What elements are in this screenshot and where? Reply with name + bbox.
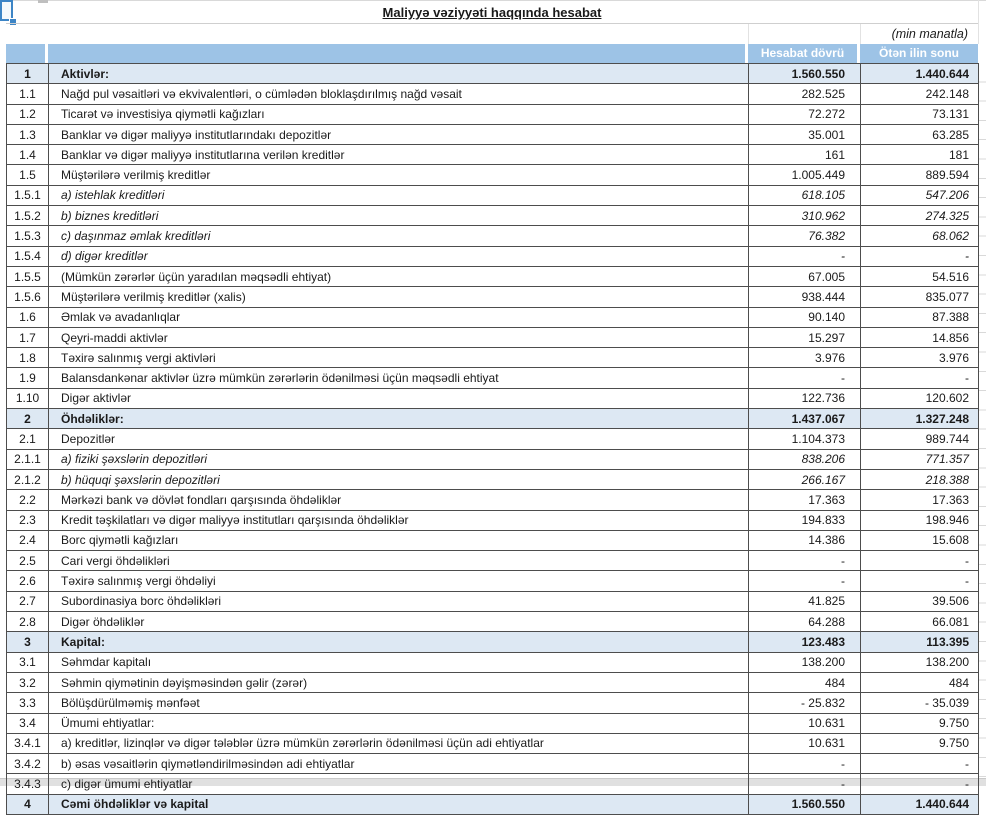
table-row <box>7 409 979 429</box>
cell-label[interactable]: a) istehlak kreditləri <box>49 185 749 205</box>
cell-label[interactable]: Əmlak və avadanlıqlar <box>49 307 749 327</box>
cell-current[interactable]: - 25.832 <box>749 693 861 713</box>
table-row <box>7 632 979 652</box>
header-cell-number[interactable] <box>6 44 48 63</box>
cell-label[interactable]: Təxirə salınmış vergi öhdəliyi <box>49 571 749 591</box>
cell-current[interactable]: 1.104.373 <box>749 429 861 449</box>
cell-previous[interactable]: - <box>861 246 979 266</box>
cell-previous[interactable]: 242.148 <box>861 84 979 104</box>
cell-label[interactable]: Banklar və digər maliyyə institutlarına verilən kreditlər <box>49 145 749 165</box>
cell-current[interactable]: 64.288 <box>749 612 861 632</box>
cell-previous[interactable]: - <box>861 774 979 794</box>
cell-row-number[interactable]: 3.4 <box>7 713 49 733</box>
cell-label[interactable]: Mərkəzi bank və dövlət fondları qarşısında öhdəliklər <box>49 490 749 510</box>
cell-previous[interactable]: - <box>861 551 979 571</box>
cell-current[interactable]: 938.444 <box>749 287 861 307</box>
cell-row-number[interactable]: 1.5 <box>7 165 49 185</box>
cell-row-number[interactable]: 2.7 <box>7 591 49 611</box>
cell-row-number[interactable]: 3.4.1 <box>7 733 49 753</box>
cell-label[interactable]: Səhmin qiymətinin dəyişməsindən gəlir (zərər) <box>49 672 749 692</box>
cell-row-number[interactable]: 2.1 <box>7 429 49 449</box>
cell-previous[interactable]: 1.440.644 <box>861 794 979 814</box>
cell-previous[interactable]: 39.506 <box>861 591 979 611</box>
cell-label[interactable]: Səhmdar kapitalı <box>49 652 749 672</box>
cell-current[interactable]: 17.363 <box>749 490 861 510</box>
cell-previous[interactable]: 9.750 <box>861 713 979 733</box>
cell-row-number[interactable]: 1.5.6 <box>7 287 49 307</box>
cell-previous[interactable]: - <box>861 368 979 388</box>
cell-current[interactable]: 1.560.550 <box>749 794 861 814</box>
table-row <box>7 327 979 347</box>
cell-previous[interactable]: 274.325 <box>861 206 979 226</box>
table-row <box>7 733 979 753</box>
cell-previous[interactable]: 113.395 <box>861 632 979 652</box>
cell-current[interactable]: 484 <box>749 672 861 692</box>
table-row <box>7 794 979 814</box>
table-row <box>7 490 979 510</box>
table-row <box>7 754 979 774</box>
table-row <box>7 124 979 144</box>
cell-row-number[interactable]: 1.5.4 <box>7 246 49 266</box>
table-row <box>7 368 979 388</box>
cell-current[interactable]: 1.437.067 <box>749 409 861 429</box>
cell-current[interactable]: 10.631 <box>749 713 861 733</box>
cell-row-number[interactable]: 1.10 <box>7 388 49 408</box>
cell-row-number[interactable]: 2.3 <box>7 510 49 530</box>
cell-label[interactable]: Öhdəliklər: <box>49 409 749 429</box>
cell-current[interactable]: 266.167 <box>749 469 861 489</box>
cell-current[interactable]: 35.001 <box>749 124 861 144</box>
right-column-gridline <box>978 0 979 44</box>
cell-current[interactable]: 1.005.449 <box>749 165 861 185</box>
cell-label[interactable]: Qeyri-maddi aktivlər <box>49 327 749 347</box>
cell-row-number[interactable]: 2.5 <box>7 551 49 571</box>
cell-current[interactable]: 310.962 <box>749 206 861 226</box>
cell-previous[interactable]: 989.744 <box>861 429 979 449</box>
table-row <box>7 672 979 692</box>
cell-current[interactable]: 838.206 <box>749 449 861 469</box>
table-row <box>7 104 979 124</box>
table-header-row <box>6 44 978 63</box>
cell-label[interactable]: Təxirə salınmış vergi aktivləri <box>49 348 749 368</box>
header-cell-previous-period[interactable]: Ötən ilin sonu <box>860 44 978 63</box>
cell-previous[interactable]: 66.081 <box>861 612 979 632</box>
cell-label[interactable]: Kapital: <box>49 632 749 652</box>
cell-current[interactable]: 194.833 <box>749 510 861 530</box>
table-row <box>7 185 979 205</box>
cell-label[interactable]: Aktivlər: <box>49 64 749 84</box>
table-body <box>7 64 979 815</box>
cell-previous[interactable]: - 35.039 <box>861 693 979 713</box>
cell-previous[interactable]: 771.357 <box>861 449 979 469</box>
cell-current[interactable]: 618.105 <box>749 185 861 205</box>
cell-previous[interactable]: - <box>861 571 979 591</box>
table-row <box>7 510 979 530</box>
cell-row-number[interactable]: 1.8 <box>7 348 49 368</box>
cell-previous[interactable]: 1.327.248 <box>861 409 979 429</box>
cell-label[interactable]: Kredit təşkilatları və digər maliyyə institutları qarşısında öhdəliklər <box>49 510 749 530</box>
cell-row-number[interactable]: 3.1 <box>7 652 49 672</box>
cell-row-number[interactable]: 2.1.2 <box>7 469 49 489</box>
table-row <box>7 226 979 246</box>
cell-label[interactable]: Cəmi öhdəliklər və kapital <box>49 794 749 814</box>
cell-label[interactable]: b) əsas vəsaitlərin qiymətləndirilməsindən adi ehtiyatlar <box>49 754 749 774</box>
cell-row-number[interactable]: 3.4.3 <box>7 774 49 794</box>
cell-previous[interactable]: 138.200 <box>861 652 979 672</box>
cell-current[interactable]: 3.976 <box>749 348 861 368</box>
cell-label[interactable]: Banklar və digər maliyyə institutlarındakı depozitlər <box>49 124 749 144</box>
cell-previous[interactable]: 63.285 <box>861 124 979 144</box>
cell-current[interactable]: - <box>749 246 861 266</box>
cell-row-number[interactable]: 1.5.1 <box>7 185 49 205</box>
cell-label[interactable]: Nağd pul vəsaitləri və ekvivalentləri, o cümlədən bloklaşdırılmış nağd vəsait <box>49 84 749 104</box>
cell-row-number[interactable]: 1.1 <box>7 84 49 104</box>
cell-current[interactable]: 72.272 <box>749 104 861 124</box>
cell-current[interactable]: 15.297 <box>749 327 861 347</box>
table-row <box>7 84 979 104</box>
cell-label[interactable]: a) kreditlər, lizinqlər və digər tələblər üzrə mümkün zərərlərin ödənilməsi üçün adi ehtiyatlar <box>49 733 749 753</box>
cell-current[interactable]: 282.525 <box>749 84 861 104</box>
cell-label[interactable]: b) hüquqi şəxslərin depozitləri <box>49 469 749 489</box>
cell-label[interactable]: b) biznes kreditləri <box>49 206 749 226</box>
table-row <box>7 551 979 571</box>
cell-current[interactable]: 41.825 <box>749 591 861 611</box>
cell-previous[interactable]: 17.363 <box>861 490 979 510</box>
cell-label[interactable]: Digər öhdəliklər <box>49 612 749 632</box>
table-row <box>7 287 979 307</box>
cell-current[interactable]: - <box>749 774 861 794</box>
cell-row-number[interactable]: 1 <box>7 64 49 84</box>
table-row <box>7 145 979 165</box>
cell-row-number[interactable]: 1.7 <box>7 327 49 347</box>
cell-row-number[interactable]: 3.4.2 <box>7 754 49 774</box>
cell-row-number[interactable]: 3.2 <box>7 672 49 692</box>
right-sheet-strip <box>979 63 986 778</box>
table-row <box>7 693 979 713</box>
cell-label[interactable]: Depozitlər <box>49 429 749 449</box>
financial-statement-table <box>6 63 979 815</box>
table-row <box>7 429 979 449</box>
cell-row-number[interactable]: 1.5.5 <box>7 266 49 286</box>
table-row <box>7 612 979 632</box>
cell-previous[interactable]: 54.516 <box>861 266 979 286</box>
table-row <box>7 591 979 611</box>
cell-current[interactable]: 123.483 <box>749 632 861 652</box>
cell-current[interactable]: 1.560.550 <box>749 64 861 84</box>
cell-row-number[interactable]: 1.3 <box>7 124 49 144</box>
cell-label[interactable]: c) daşınmaz əmlak kreditləri <box>49 226 749 246</box>
cell-row-number[interactable]: 2.6 <box>7 571 49 591</box>
cell-row-number[interactable]: 3.3 <box>7 693 49 713</box>
table-row <box>7 348 979 368</box>
cell-current[interactable]: - <box>749 754 861 774</box>
header-cell-current-period[interactable]: Hesabat dövrü <box>748 44 860 63</box>
cell-row-number[interactable]: 1.9 <box>7 368 49 388</box>
cell-previous[interactable]: 218.388 <box>861 469 979 489</box>
cell-label[interactable]: d) digər kreditlər <box>49 246 749 266</box>
cell-current[interactable]: 138.200 <box>749 652 861 672</box>
cell-previous[interactable]: 120.602 <box>861 388 979 408</box>
cell-current[interactable]: 14.386 <box>749 530 861 550</box>
table-row <box>7 652 979 672</box>
cell-label[interactable]: Digər aktivlər <box>49 388 749 408</box>
cell-row-number[interactable]: 2.4 <box>7 530 49 550</box>
table-row <box>7 246 979 266</box>
table-row <box>7 206 979 226</box>
table-row <box>7 713 979 733</box>
cell-previous[interactable]: 889.594 <box>861 165 979 185</box>
cell-row-number[interactable]: 1.4 <box>7 145 49 165</box>
table-row <box>7 165 979 185</box>
cell-previous[interactable]: - <box>861 754 979 774</box>
cell-row-number[interactable]: 2.2 <box>7 490 49 510</box>
top-gridline <box>0 0 986 1</box>
cell-label[interactable]: Müştərilərə verilmiş kreditlər <box>49 165 749 185</box>
cell-label[interactable]: Cari vergi öhdəlikləri <box>49 551 749 571</box>
table-row <box>7 266 979 286</box>
cell-current[interactable]: 67.005 <box>749 266 861 286</box>
report-title-row[interactable] <box>6 2 978 24</box>
table-row <box>7 64 979 84</box>
table-row <box>7 571 979 591</box>
unit-note: (min manatla) <box>891 27 968 41</box>
cell-previous[interactable]: 198.946 <box>861 510 979 530</box>
cell-previous[interactable]: 73.131 <box>861 104 979 124</box>
cell-row-number[interactable]: 1.6 <box>7 307 49 327</box>
table-row <box>7 449 979 469</box>
cell-row-number[interactable]: 2.1.1 <box>7 449 49 469</box>
cell-label[interactable]: Subordinasiya borc öhdəlikləri <box>49 591 749 611</box>
cell-current[interactable]: 161 <box>749 145 861 165</box>
cell-label[interactable]: Ticarət və investisiya qiymətli kağızları <box>49 104 749 124</box>
cell-row-number[interactable]: 3 <box>7 632 49 652</box>
cell-current[interactable]: - <box>749 368 861 388</box>
report-title: Maliyyə vəziyyəti haqqında hesabat <box>382 5 602 20</box>
cell-current[interactable]: 10.631 <box>749 733 861 753</box>
cell-label[interactable]: Müştərilərə verilmiş kreditlər (xalis) <box>49 287 749 307</box>
cell-previous[interactable]: 835.077 <box>861 287 979 307</box>
table-row <box>7 774 979 794</box>
cell-label[interactable]: (Mümkün zərərlər üçün yaradılan məqsədli ehtiyat) <box>49 266 749 286</box>
cell-label[interactable]: Ümumi ehtiyatlar: <box>49 713 749 733</box>
cell-previous[interactable]: 547.206 <box>861 185 979 205</box>
table-row <box>7 307 979 327</box>
cell-row-number[interactable]: 2.8 <box>7 612 49 632</box>
cell-current[interactable]: 76.382 <box>749 226 861 246</box>
cell-current[interactable]: 90.140 <box>749 307 861 327</box>
cell-row-number[interactable]: 1.5.2 <box>7 206 49 226</box>
cell-current[interactable]: 122.736 <box>749 388 861 408</box>
cell-row-number[interactable]: 1.2 <box>7 104 49 124</box>
cell-previous[interactable]: 87.388 <box>861 307 979 327</box>
cell-label[interactable]: Borc qiymətli kağızları <box>49 530 749 550</box>
cell-current[interactable]: - <box>749 571 861 591</box>
cell-row-number[interactable]: 1.5.3 <box>7 226 49 246</box>
cell-label[interactable]: Bölüşdürülməmiş mənfəət <box>49 693 749 713</box>
cell-previous[interactable]: 181 <box>861 145 979 165</box>
header-cell-description[interactable] <box>48 44 748 63</box>
cell-current[interactable]: - <box>749 551 861 571</box>
table-row <box>7 388 979 408</box>
unit-note-cell[interactable] <box>6 25 968 43</box>
cell-previous[interactable]: 15.608 <box>861 530 979 550</box>
cell-previous[interactable]: 3.976 <box>861 348 979 368</box>
cell-previous[interactable]: 484 <box>861 672 979 692</box>
cell-previous[interactable]: 9.750 <box>861 733 979 753</box>
table-row <box>7 469 979 489</box>
cell-row-number[interactable]: 4 <box>7 794 49 814</box>
cell-label[interactable]: Balansdankənar aktivlər üzrə mümkün zərərlərin ödənilməsi üçün məqsədli ehtiyat <box>49 368 749 388</box>
cell-previous[interactable]: 68.062 <box>861 226 979 246</box>
cell-previous[interactable]: 14.856 <box>861 327 979 347</box>
cell-label[interactable]: a) fiziki şəxslərin depozitləri <box>49 449 749 469</box>
cell-previous[interactable]: 1.440.644 <box>861 64 979 84</box>
cell-label[interactable]: c) digər ümumi ehtiyatlar <box>49 774 749 794</box>
table-row <box>7 530 979 550</box>
cell-row-number[interactable]: 2 <box>7 409 49 429</box>
